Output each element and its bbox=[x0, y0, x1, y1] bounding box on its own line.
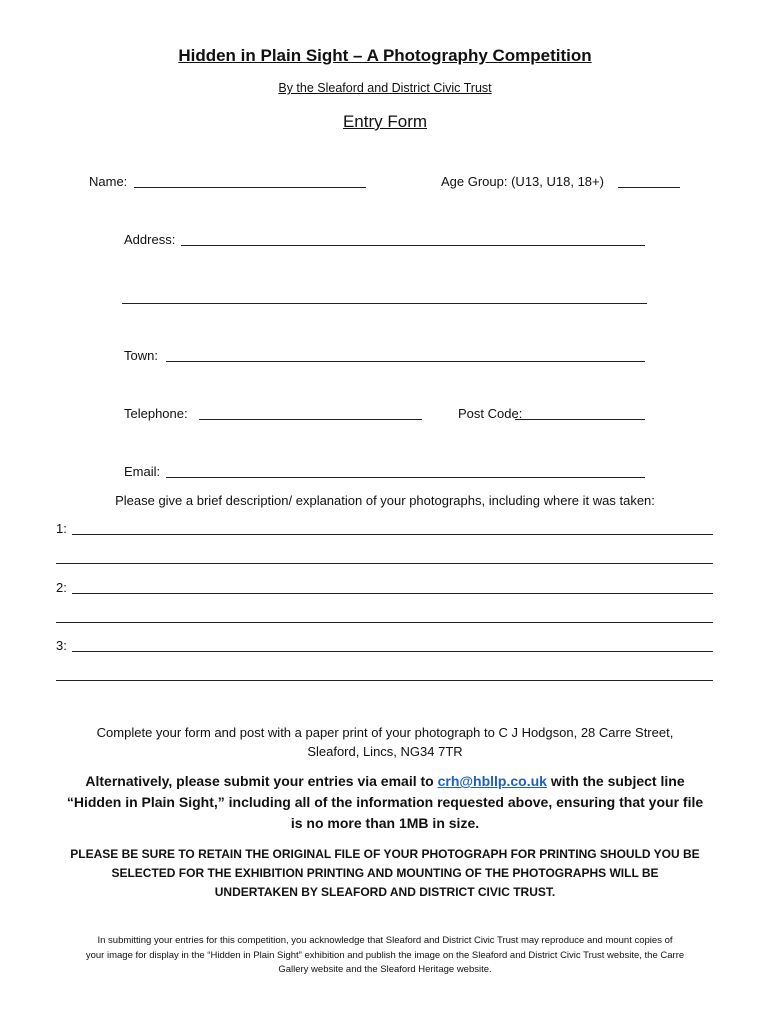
description-item-1-field-line2[interactable] bbox=[56, 563, 713, 564]
disclaimer-line3: Gallery website and the Sleaford Heritage website. bbox=[278, 964, 492, 975]
email-instructions-suffix: with the subject line bbox=[550, 773, 685, 789]
email-instructions-prefix: Alternatively, please submit your entries via email to bbox=[85, 773, 434, 789]
telephone-label: Telephone: bbox=[124, 406, 188, 421]
retain-notice-line1: PLEASE BE SURE TO RETAIN THE ORIGINAL FILE OF YOUR PHOTOGRAPH FOR PRINTING SHOULD YOU BE bbox=[70, 847, 700, 861]
email-label: Email: bbox=[124, 464, 161, 479]
description-prompt: Please give a brief description/ explanation of your photographs, including where it was taken: bbox=[115, 493, 655, 508]
description-item-3-label: 3: bbox=[56, 638, 67, 653]
email-instructions-line3: is no more than 1MB in size. bbox=[290, 815, 480, 831]
retain-notice-line3: UNDERTAKEN BY SLEAFORD AND DISTRICT CIVIC TRUST. bbox=[214, 885, 556, 899]
address-field-line2[interactable] bbox=[122, 303, 647, 304]
description-item-2-field-line2[interactable] bbox=[56, 622, 713, 623]
post-code-field[interactable] bbox=[515, 419, 645, 420]
postal-instructions-line1: Complete your form and post with a paper print of your photograph to C J Hodgson, 28 Carre Street, bbox=[96, 725, 674, 740]
postal-instructions-line2: Sleaford, Lincs, NG34 7TR bbox=[307, 744, 463, 759]
town-label: Town: bbox=[124, 348, 158, 363]
disclaimer bbox=[0, 934, 770, 978]
name-label: Name: bbox=[89, 174, 128, 189]
email-instructions-line2: “Hidden in Plain Sight,” including all of the information requested above, ensuring that your file bbox=[66, 794, 704, 810]
description-item-3-field-line2[interactable] bbox=[56, 680, 713, 681]
disclaimer-line2: your image for display in the “Hidden in Plain Sight” exhibition and publish the image on the Sleaford and District Civic Trust website, the Carre bbox=[85, 949, 685, 961]
page-title: Hidden in Plain Sight – A Photography Competition bbox=[178, 46, 592, 65]
name-field[interactable] bbox=[134, 187, 366, 188]
retain-notice bbox=[0, 845, 770, 902]
retain-notice-line2: SELECTED FOR THE EXHIBITION PRINTING AND MOUNTING OF THE PHOTOGRAPHS WILL BE bbox=[111, 866, 659, 880]
email-instructions-line1 bbox=[0, 771, 770, 792]
description-item-3-field[interactable] bbox=[72, 651, 713, 652]
town-field[interactable] bbox=[166, 361, 645, 362]
form-title: Entry Form bbox=[342, 112, 428, 131]
post-code-label: Post Code: bbox=[458, 406, 523, 421]
page-subtitle: By the Sleaford and District Civic Trust bbox=[278, 81, 492, 95]
email-link[interactable]: crh@hbllp.co.uk bbox=[437, 773, 547, 789]
postal-instructions bbox=[0, 723, 770, 761]
address-field[interactable] bbox=[181, 245, 645, 246]
email-instructions bbox=[0, 771, 770, 834]
description-item-2-label: 2: bbox=[56, 580, 67, 595]
age-group-label: Age Group: (U13, U18, 18+) bbox=[441, 174, 604, 189]
description-item-2-field[interactable] bbox=[72, 593, 713, 594]
description-item-1-field[interactable] bbox=[72, 534, 713, 535]
address-label: Address: bbox=[124, 232, 176, 247]
age-group-field[interactable] bbox=[618, 187, 680, 188]
disclaimer-line1: In submitting your entries for this competition, you acknowledge that Sleaford and District Civic Trust may reproduce and mount copies of bbox=[97, 935, 673, 946]
description-item-1-label: 1: bbox=[56, 521, 67, 536]
email-field[interactable] bbox=[166, 477, 645, 478]
telephone-field[interactable] bbox=[199, 419, 422, 420]
